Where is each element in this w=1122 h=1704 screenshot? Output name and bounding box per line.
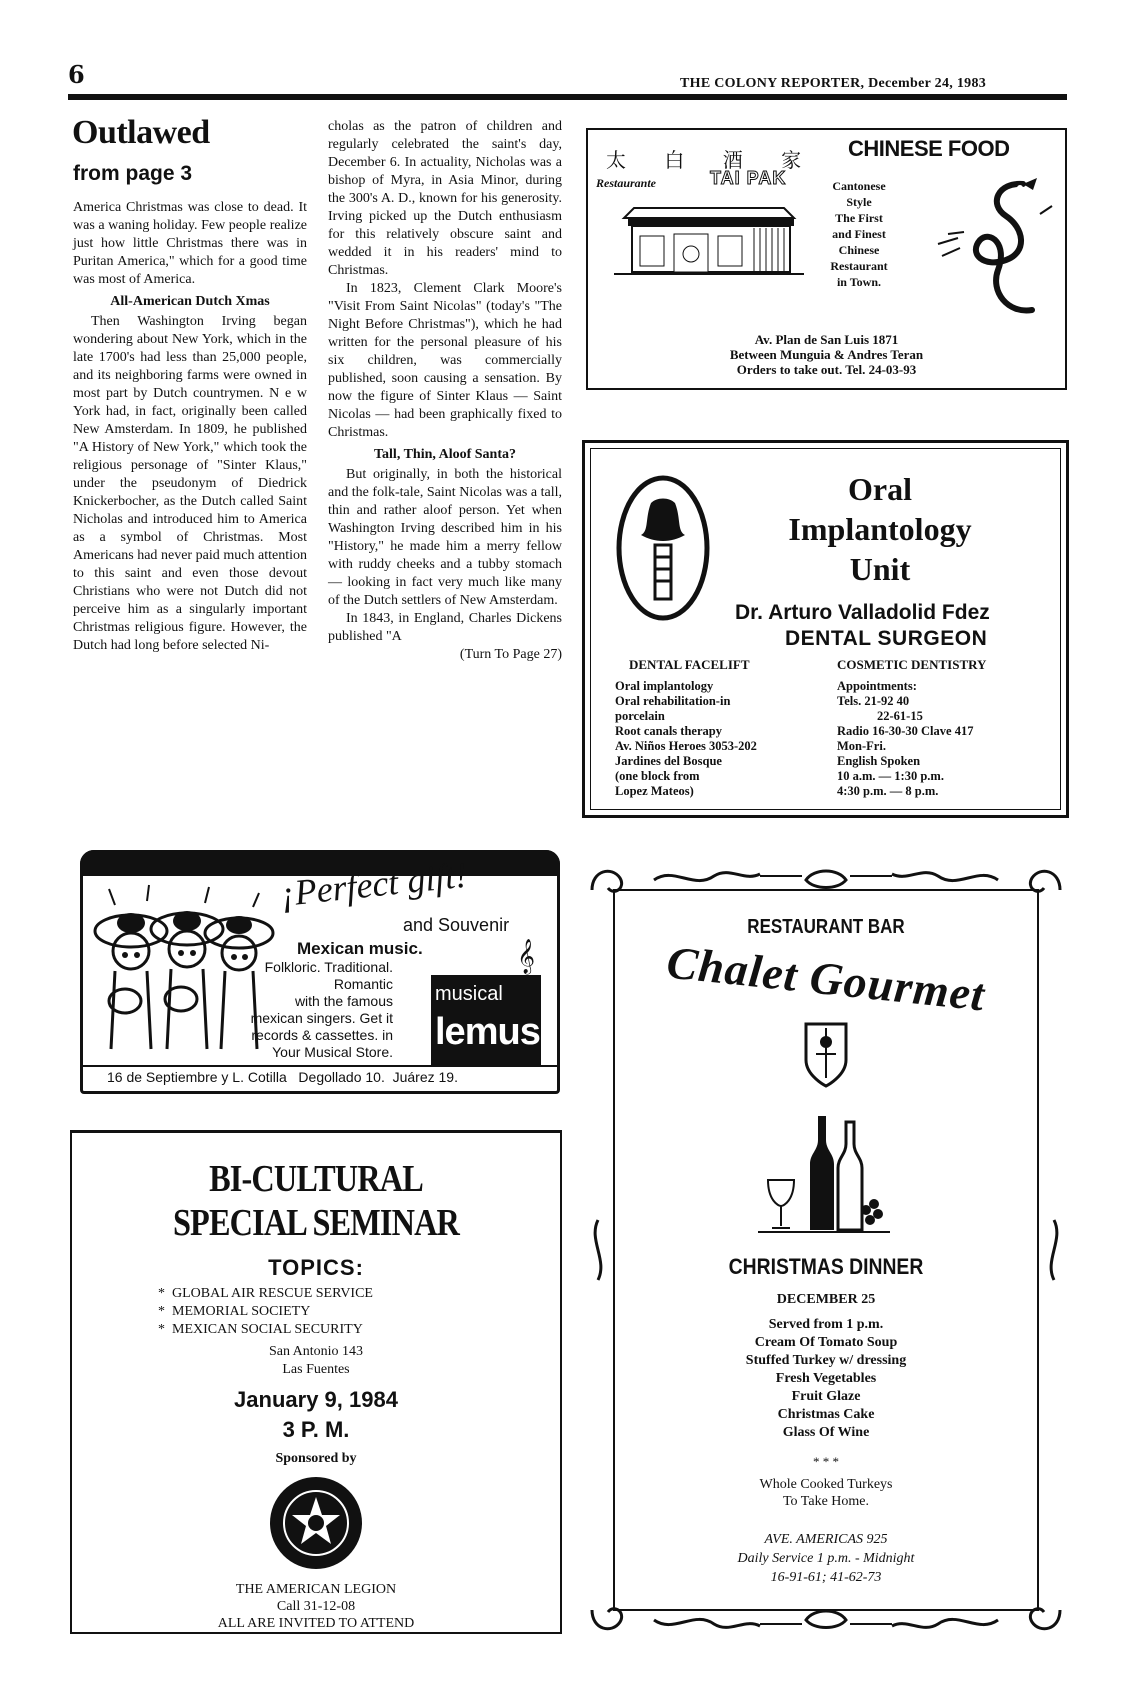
- body-line: with the famous: [294, 993, 393, 1009]
- tai-pak-tagline: [804, 178, 914, 290]
- tai-pak-cross-streets: Between Munguia & Andres Teran: [729, 347, 924, 362]
- lemus-address: 16 de Septiembre y L. Cotilla Degollado 10. Juárez 19.: [107, 1069, 458, 1085]
- topic-item: * MEXICAN SOCIAL SECURITY: [158, 1322, 363, 1337]
- list-item: Root canals therapy: [615, 724, 722, 738]
- list-item: porcelain: [615, 709, 665, 723]
- list-item: Jardines del Bosque: [615, 754, 722, 768]
- tooth-implant-logo: [615, 473, 711, 623]
- list-item: (one block from: [615, 769, 700, 783]
- article-paragraph: In 1843, in England, Charles Dickens published "A: [328, 611, 562, 644]
- article-jump-to: (Turn To Page 27): [459, 647, 562, 662]
- list-item: Av. Niños Heroes 3053-202: [615, 739, 757, 753]
- lemus-brand: lemus: [435, 1011, 540, 1053]
- tai-pak-logo: TAI PAK: [710, 168, 787, 188]
- publication-line: THE COLONY REPORTER, December 24, 1983: [680, 76, 987, 91]
- tagline-line: Cantonese: [832, 179, 886, 193]
- chalet-footer: [584, 1530, 1068, 1587]
- sponsored-by: Sponsored by: [275, 1451, 357, 1466]
- mexican-music: Mexican music.: [297, 939, 423, 958]
- lemus-body: [243, 959, 393, 1061]
- christmas-menu: [584, 1316, 1068, 1442]
- article-paragraph: In 1823, Clement Clark Moore's "Visit From Saint Nicolas" (today's "The Night Before Christmas"), which he had written for the personal pleasure of his six children, was commercially published, soon causing a sensation. By now the figure of Sinter Klaus — Saint Nicolas — had been graphically fixed to Christmas.: [328, 281, 562, 440]
- menu-item: Fruit Glaze: [791, 1389, 861, 1404]
- body-line: records & cassettes. in: [251, 1027, 393, 1043]
- tagline-line: Restaurant: [830, 259, 888, 273]
- dental-facelift-heading: DENTAL FACELIFT: [629, 657, 750, 672]
- list-item: Oral rehabilitation-in: [615, 694, 731, 708]
- body-line: Your Musical Store.: [272, 1044, 393, 1060]
- topic-item: * MEMORIAL SOCIETY: [158, 1304, 311, 1319]
- perfect-gift-headline: ¡Perfect gift!: [278, 854, 469, 915]
- doctor-role: DENTAL SURGEON: [785, 627, 988, 650]
- article-paragraph: cholas as the patron of children and regularly celebrated the saint's day, December 6. In actuality, Nicholas was a bishop of Myra, in Asia Minor, during the 300's A. D., known for his generosity. Irving picked up the Dutch enthusiasm for this relatively obscure saint and wedded it in his readers' mind to Christmas.: [328, 119, 562, 278]
- list-item: Radio 16-30-30 Clave 417: [837, 724, 974, 738]
- ad-tai-pak: [586, 128, 1067, 390]
- restaurant-building-illustration: [614, 196, 804, 278]
- footer-line: Daily Service 1 p.m. - Midnight: [737, 1551, 915, 1566]
- list-item: English Spoken: [837, 754, 921, 768]
- seminar-title-2: SPECIAL SEMINAR: [172, 1202, 460, 1244]
- christmas-dinner-heading: CHRISTMAS DINNER: [728, 1254, 924, 1279]
- tagline-line: and Finest: [832, 227, 886, 241]
- article-paragraph: America Christmas was close to dead. It was a waning holiday. Few people realize just how little Christmas there was in Puritan America," which for a good time was most of America.: [73, 200, 307, 287]
- ad-chalet-gourmet: [584, 860, 1068, 1640]
- list-item: Mon-Fri.: [837, 739, 886, 753]
- org-line: Call 31-12-08: [276, 1599, 356, 1614]
- dragon-illustration: [928, 174, 1058, 324]
- chef-crest-icon: [802, 1020, 850, 1090]
- page-number: 6: [68, 60, 85, 89]
- org-line: THE AMERICAN LEGION: [235, 1582, 397, 1597]
- body-line: Romantic: [333, 976, 393, 992]
- list-item: 10 a.m. — 1:30 p.m.: [837, 769, 944, 783]
- header-rule: [68, 94, 1067, 100]
- list-item: 22-61-15: [877, 709, 923, 723]
- list-item: 4:30 p.m. — 8 p.m.: [837, 784, 939, 798]
- cosmetic-dentistry-heading: COSMETIC DENTISTRY: [837, 657, 987, 672]
- menu-item: Fresh Vegetables: [775, 1371, 877, 1386]
- seminar-date: January 9, 1984: [234, 1387, 398, 1412]
- tagline-line: Style: [846, 195, 872, 209]
- list-item: Oral implantology: [615, 679, 714, 693]
- article-column-2: [328, 118, 562, 664]
- tagline-line: The First: [835, 211, 883, 225]
- menu-divider-stars: * * *: [813, 1454, 839, 1469]
- menu-item: Stuffed Turkey w/ dressing: [745, 1353, 907, 1368]
- title-line: Implantology: [788, 511, 972, 547]
- seminar-organization: [72, 1581, 560, 1632]
- seminar-title-1: BI-CULTURAL: [209, 1158, 423, 1200]
- seminar-time: 3 P. M.: [282, 1417, 350, 1442]
- takeaway-line: To Take Home.: [782, 1494, 870, 1509]
- title-line: Unit: [849, 551, 911, 587]
- article-jump-from: from page 3: [73, 162, 193, 185]
- topic-item: * GLOBAL AIR RESCUE SERVICE: [158, 1286, 373, 1301]
- restaurant-bar-kicker: RESTAURANT BAR: [747, 916, 905, 938]
- article-paragraph: But originally, in both the historical and the folk-tale, Saint Nicolas was a tall, thin and rather aloof person. Yet when Washington Irving described him in his "History," he made him a merry fellow with ruddy cheeks and a tubby stomach — looking in fact very much like many of the Dutch settlers of New Amsterdam.: [328, 467, 562, 608]
- tagline-line: Chinese: [838, 243, 880, 257]
- restaurante-script: Restaurante: [596, 176, 657, 190]
- menu-item: Served from 1 p.m.: [768, 1317, 884, 1332]
- implantology-title: [735, 469, 1025, 589]
- seminar-address: [72, 1343, 560, 1379]
- title-line: Oral: [848, 471, 912, 507]
- address-line: San Antonio 143: [268, 1344, 364, 1359]
- implant-contact-list: [837, 679, 973, 799]
- footer-line: AVE. AMERICAS 925: [764, 1532, 888, 1547]
- ad-bicultural-seminar: [70, 1130, 562, 1634]
- chalet-gourmet-name: Chalet Gourmet: [664, 936, 988, 1021]
- tai-pak-phone: Orders to take out. Tel. 24-03-93: [736, 362, 917, 377]
- wine-bottles-illustration: [754, 1110, 894, 1240]
- address-rule: [83, 1065, 557, 1067]
- christmas-dinner-date: DECEMBER 25: [776, 1292, 876, 1307]
- menu-item: Christmas Cake: [777, 1407, 875, 1422]
- tai-pak-address-block: [588, 332, 1065, 377]
- doctor-name: Dr. Arturo Valladolid Fdez: [735, 601, 990, 624]
- ad-musical-lemus: [80, 850, 560, 1094]
- topics-list: [158, 1285, 373, 1339]
- tagline-line: in Town.: [836, 275, 882, 289]
- body-line: Folkloric. Traditional.: [264, 959, 393, 975]
- article-subhead: All-American Dutch Xmas: [110, 294, 270, 309]
- implant-services-list: [615, 679, 757, 799]
- org-line: ALL ARE INVITED TO ATTEND: [217, 1616, 415, 1631]
- topics-heading: TOPICS:: [268, 1255, 364, 1280]
- article-paragraph: Then Washington Irving began wondering about New York, which in the late 1700's had less than 25,000 people, and its neighboring farms were owned in most part by Dutch countrymen. N e w York had, in fact, originally been called New Amsterdam. In 1809, he published "A History of New York," which took the religious personage of "Sinter Klaus," under the pseudonym of Diedrick Knickerbocher, as the Dutch called Saint Nicholas and introduced him to America as a symbol of Christmas. Most Americans had never paid much attention to this saint and even those devout Christians who were not Dutch did not perceive him as a singularly important Christmas religious figure. However, the Dutch had long before selected Ni-: [73, 314, 307, 653]
- menu-item: Glass Of Wine: [782, 1425, 870, 1440]
- article-column-1: [73, 199, 307, 655]
- article-subhead: Tall, Thin, Aloof Santa?: [373, 447, 516, 462]
- menu-item: Cream Of Tomato Soup: [754, 1335, 898, 1350]
- body-line: mexican singers. Get it: [250, 1010, 393, 1026]
- lemus-brand-top: musical: [435, 983, 503, 1005]
- tai-pak-address: Av. Plan de San Luis 1871: [754, 332, 899, 347]
- chinese-characters: 太 白 酒 家: [606, 148, 818, 172]
- list-item: Tels. 21-92 40: [837, 694, 910, 708]
- chinese-food-headline: CHINESE FOOD: [848, 136, 1010, 161]
- ad-oral-implantology: [582, 440, 1069, 818]
- address-line: Las Fuentes: [282, 1362, 350, 1377]
- list-item: Lopez Mateos): [615, 784, 694, 798]
- lemus-logo-block: [431, 939, 541, 1065]
- takeaway-note: [584, 1476, 1068, 1510]
- and-souvenir: and Souvenir: [403, 915, 510, 935]
- footer-line: 16-91-61; 41-62-73: [770, 1570, 882, 1585]
- treble-clef-icon: 𝄞: [517, 939, 535, 974]
- article-headline: Outlawed: [72, 114, 210, 151]
- takeaway-line: Whole Cooked Turkeys: [759, 1477, 893, 1492]
- american-legion-emblem: [268, 1475, 364, 1571]
- list-item: Appointments:: [837, 679, 917, 693]
